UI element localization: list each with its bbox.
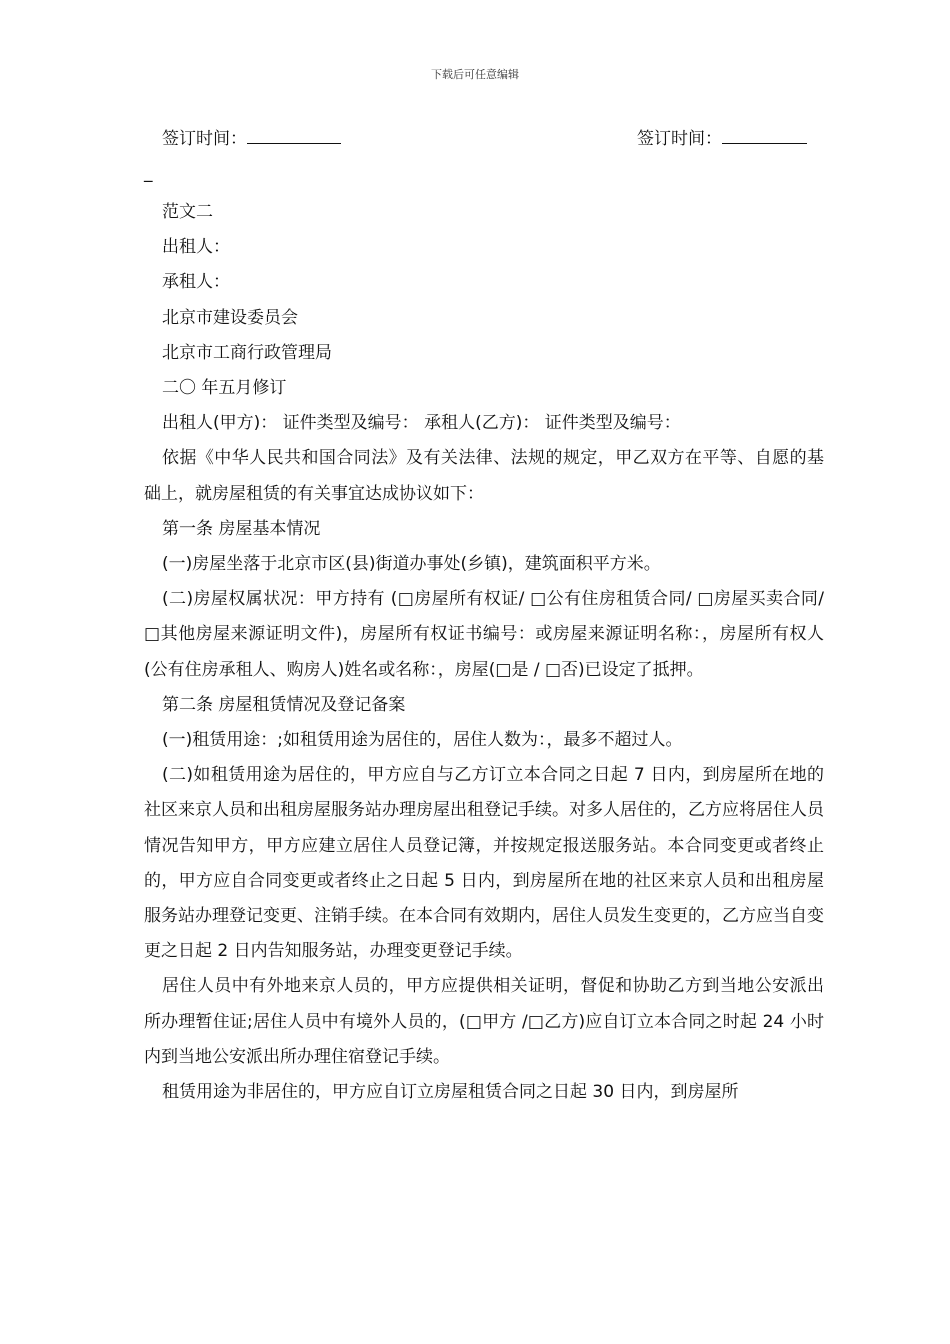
issuer-line: 北京市建设委员会 bbox=[162, 307, 298, 328]
page-header-note: 下载后可任意编辑 bbox=[431, 68, 519, 81]
article-heading: 第一条 房屋基本情况 bbox=[162, 518, 321, 539]
article-heading: 第二条 房屋租赁情况及登记备案 bbox=[162, 694, 406, 715]
stray-underscore: _ bbox=[144, 163, 153, 183]
parties-line: 出租人(甲方)： 证件类型及编号： 承租人(乙方)： 证件类型及编号： bbox=[162, 413, 681, 434]
signature-date-left bbox=[162, 124, 341, 149]
signature-date-label: 签订时间： bbox=[637, 129, 722, 149]
signature-row bbox=[162, 124, 807, 149]
doc-title: 范文二 bbox=[162, 202, 213, 222]
signature-date-blank bbox=[722, 125, 807, 144]
clause-paragraph: (二)房屋权属状况：甲方持有 (□房屋所有权证/ □公有住房租赁合同/ □房屋买卖合同/ □其他房屋来源证明文件)，房屋所有权证书编号：或房屋来源证明名称：，房屋所有权人(公有住房承租人、购房人)姓名或名称：，房屋(□是 / □否)已设定了抵押。 bbox=[144, 589, 824, 680]
issuer-line: 北京市工商行政管理局 bbox=[162, 342, 332, 363]
clause-paragraph: 租赁用途为非居住的，甲方应自订立房屋租赁合同之日起 30 日内，到房屋所 bbox=[162, 1082, 739, 1103]
lessee-line: 承租人： bbox=[162, 272, 230, 293]
revision-line: 二〇 年五月修订 bbox=[162, 378, 287, 399]
clause-paragraph: (二)如租赁用途为居住的，甲方应自与乙方订立本合同之日起 7 日内，到房屋所在地的社区来京人员和出租房屋服务站办理房屋出租登记手续。对多人居住的，乙方应将居住人员情况告知甲方，甲方应建立居住人员登记簿，并按规定报送服务站。本合同变更或者终止的，甲方应自合同变更或者终止之日起 5 日内，到房屋所在地的社区来京人员和出租房屋服务站办理登记变更、注销手续。在本合同有效期内，居住人员发生变更的，乙方应当自变更之日起 2 日内告知服务站，办理变更登记手续。 bbox=[144, 765, 824, 962]
clause-paragraph: (一)房屋坐落于北京市区(县)街道办事处(乡镇)，建筑面积平方米。 bbox=[162, 554, 661, 575]
clause-paragraph: 居住人员中有外地来京人员的，甲方应提供相关证明，督促和协助乙方到当地公安派出所办理暂住证;居住人员中有境外人员的，(□甲方 /□乙方)应自订立本合同之时起 24 小时内到当地公安派出所办理住宿登记手续。 bbox=[144, 976, 824, 1067]
preamble-paragraph: 依据《中华人民共和国合同法》及有关法律、法规的规定，甲乙双方在平等、自愿的基础上，就房屋租赁的有关事宜达成协议如下： bbox=[144, 448, 824, 504]
signature-date-blank bbox=[247, 125, 341, 144]
signature-date-label: 签订时间： bbox=[162, 129, 247, 149]
clause-paragraph: (一)租赁用途：;如租赁用途为居住的，居住人数为：，最多不超过人。 bbox=[162, 730, 683, 751]
signature-date-right bbox=[637, 124, 807, 149]
contract-body bbox=[144, 195, 824, 1110]
lessor-line: 出租人： bbox=[162, 237, 230, 258]
